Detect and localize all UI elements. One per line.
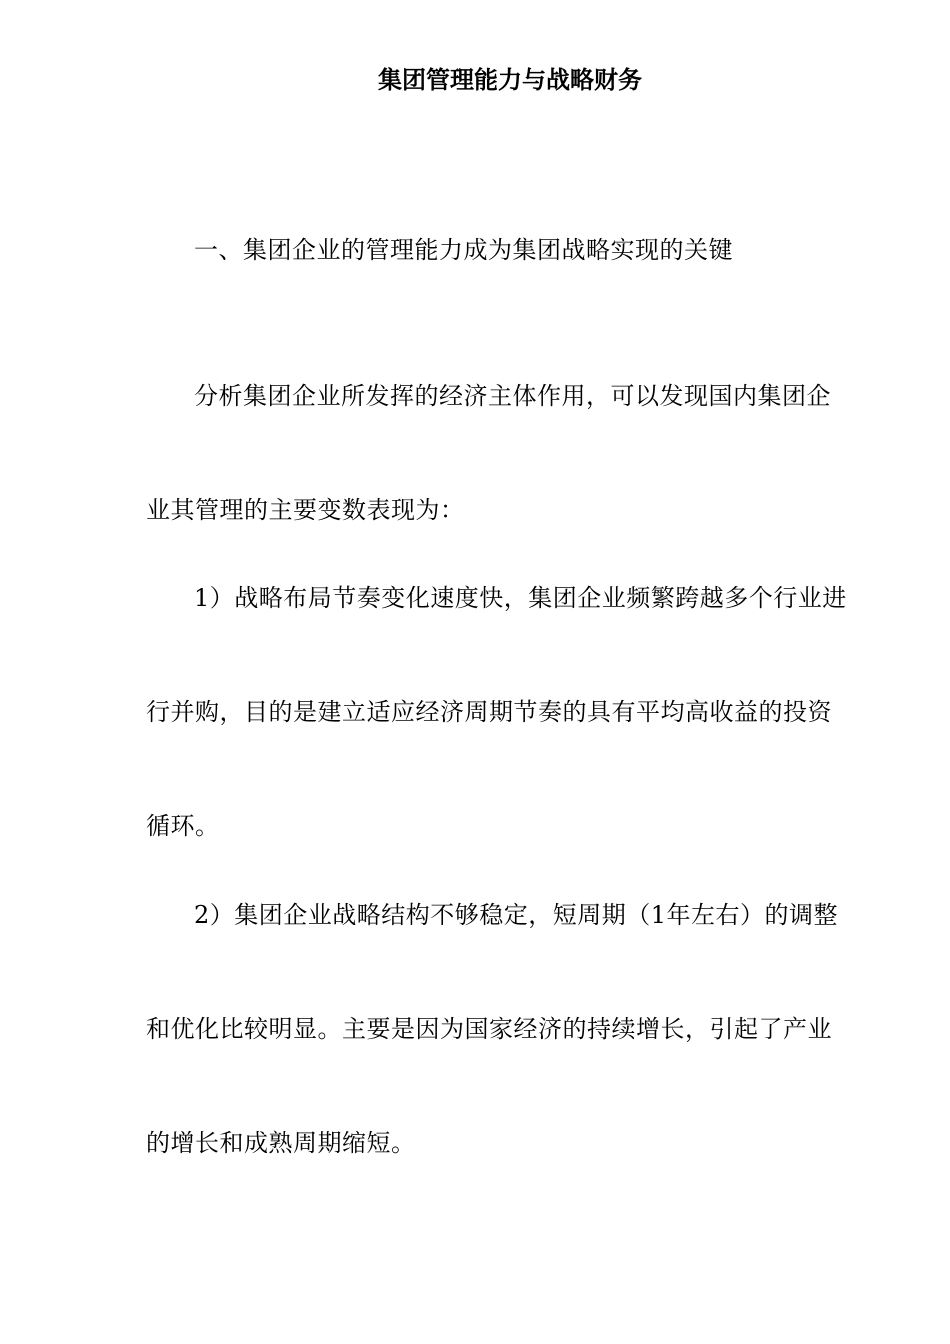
paragraph-3-line-3: 的增长和成熟周期缩短。	[146, 1129, 416, 1157]
paragraph-2-line-2: 行并购，目的是建立适应经济周期节奏的具有平均高收益的投资	[146, 698, 832, 726]
section-heading: 一、集团企业的管理能力成为集团战略实现的关键	[194, 236, 733, 264]
paragraph-3-line-1: 2）集团企业战略结构不够稳定，短周期（1年左右）的调整	[194, 901, 839, 929]
paragraph-2-line-3: 循环。	[146, 812, 220, 840]
paragraph-1-line-2: 业其管理的主要变数表现为：	[146, 496, 465, 524]
paragraph-1-line-1: 分析集团企业所发挥的经济主体作用，可以发现国内集团企	[194, 382, 831, 410]
paragraph-2-line-1: 1）战略布局节奏变化速度快，集团企业频繁跨越多个行业进	[194, 584, 847, 612]
document-title: 集团管理能力与战略财务	[378, 65, 642, 94]
paragraph-3-line-2: 和优化比较明显。主要是因为国家经济的持续增长，引起了产业	[146, 1015, 832, 1043]
